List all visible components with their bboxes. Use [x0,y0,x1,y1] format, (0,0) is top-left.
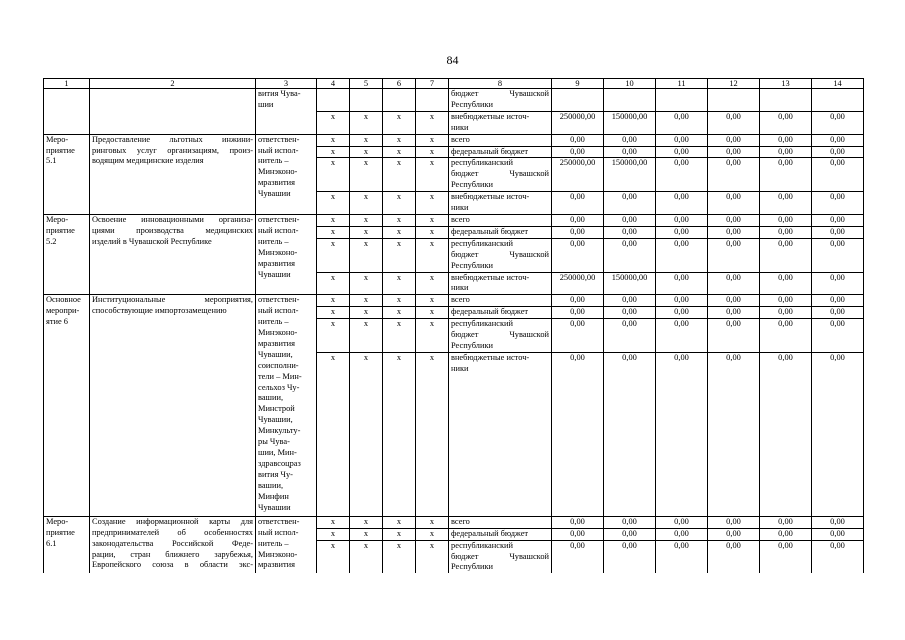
table-cell: 0,00 [552,540,604,573]
table-cell: 0,00 [760,111,812,134]
table-cell: х [416,352,449,516]
table-cell: 0,00 [812,192,864,215]
table-cell: х [350,111,383,134]
table-cell: х [350,307,383,319]
table-cell: 0,00 [552,214,604,226]
responsible-executor: ответствен- ный испол- нитель – Минэконо- мразвития Чувашии [256,214,317,294]
table-cell: 0,00 [708,295,760,307]
table-cell: 0,00 [812,214,864,226]
table-cell: 0,00 [708,319,760,353]
cell-col3: вития Чува- шии [256,89,317,135]
table-cell: республиканский бюджет Чувашской Республики [449,540,552,573]
table-cell: 0,00 [656,238,708,272]
table-cell: х [317,192,350,215]
table-cell: 0,00 [656,352,708,516]
table-cell: республиканский бюджет Чувашской Республики [449,158,552,192]
table-cell: х [416,272,449,295]
table-cell: х [416,295,449,307]
cell-col1 [44,89,90,135]
table-cell: х [383,238,416,272]
table-cell: 0,00 [552,516,604,528]
measure-description: Создание информационной карты для предпринимателей об особенностях законодательства Российской Феде- рации, стран ближнего зарубежья, Европейского союза в области экс- [90,516,256,573]
table-cell: 0,00 [604,214,656,226]
table-cell: 0,00 [604,295,656,307]
budget-table [43,78,864,573]
table-cell: 0,00 [812,319,864,353]
table-cell: республиканский бюджет Чувашской Республики [449,319,552,353]
table-cell: 250000,00 [552,111,604,134]
table-row [44,214,864,226]
table-cell [350,89,383,112]
funding-source: внебюджетные источ- ники [449,111,552,134]
table-cell: 0,00 [552,192,604,215]
table-cell: х [350,146,383,158]
table-cell: х [416,146,449,158]
table-cell: 0,00 [812,146,864,158]
header-cell: 13 [760,79,812,89]
table-cell: 250000,00 [552,158,604,192]
responsible-executor: ответствен- ный испол- нитель – Минэконо- мразвития Чувашии, соисполни- тели – Мин- сельхоз Чу- вашии, Минстрой Чувашии, Минкульту- ры Чува- шии, Мин- здравсоцраз вития Чу- вашии, Минфин Чувашии [256,295,317,517]
table-cell: х [416,307,449,319]
table-cell: х [350,528,383,540]
table-cell: х [416,214,449,226]
table-cell: всего [449,516,552,528]
table-cell: х [383,226,416,238]
table-cell: х [383,272,416,295]
table-cell: 0,00 [604,540,656,573]
table-cell: 0,00 [708,307,760,319]
header-cell: 2 [90,79,256,89]
table-cell: 0,00 [708,134,760,146]
table-cell: х [383,158,416,192]
table-cell: 0,00 [604,192,656,215]
table-cell: х [416,134,449,146]
header-cell: 9 [552,79,604,89]
table-cell: 0,00 [604,226,656,238]
table-cell [708,89,760,112]
table-cell: х [350,238,383,272]
header-cell: 11 [656,79,708,89]
table-cell: х [416,516,449,528]
table-cell: 0,00 [708,226,760,238]
table-cell: 0,00 [656,214,708,226]
table-cell: 0,00 [656,540,708,573]
table-cell: 0,00 [760,146,812,158]
table-cell: 0,00 [760,214,812,226]
table-cell: 0,00 [812,307,864,319]
table-cell [656,89,708,112]
cell-col2 [90,89,256,135]
table-cell: х [317,516,350,528]
table-cell: 0,00 [656,134,708,146]
header-cell: 3 [256,79,317,89]
table-cell: х [317,319,350,353]
header-cell: 5 [350,79,383,89]
table-cell: 0,00 [604,307,656,319]
table-cell: 0,00 [604,528,656,540]
table-cell: 0,00 [812,158,864,192]
table-cell: 0,00 [760,540,812,573]
table-cell: 0,00 [656,146,708,158]
header-cell: 7 [416,79,449,89]
table-cell [383,89,416,112]
table-cell: х [317,146,350,158]
table-cell: 0,00 [656,516,708,528]
table-cell: 0,00 [656,307,708,319]
table-cell [812,89,864,112]
table-cell: 0,00 [760,295,812,307]
table-cell: 0,00 [812,295,864,307]
table-cell: х [317,214,350,226]
table-row [44,295,864,307]
table-cell: х [416,238,449,272]
table-cell: х [416,540,449,573]
table-cell: 0,00 [604,134,656,146]
table-cell: 0,00 [708,540,760,573]
table-cell: 0,00 [760,158,812,192]
table-cell: 0,00 [552,134,604,146]
table-cell: 0,00 [708,192,760,215]
table-cell: 0,00 [552,528,604,540]
table-cell: х [350,516,383,528]
table-cell: 0,00 [708,528,760,540]
table-cell: 0,00 [656,319,708,353]
table-cell: 0,00 [708,111,760,134]
table-cell: 0,00 [812,238,864,272]
table-cell: всего [449,295,552,307]
table-cell [317,89,350,112]
funding-source: бюджет Чувашской Республики [449,89,552,112]
table-cell: 0,00 [708,146,760,158]
table-cell: х [317,111,350,134]
header-cell: 14 [812,79,864,89]
table-cell: 150000,00 [604,111,656,134]
table-cell: 150000,00 [604,158,656,192]
table-cell: 0,00 [656,272,708,295]
table-cell: х [317,272,350,295]
table-cell: х [350,192,383,215]
table-cell: 0,00 [760,238,812,272]
table-cell: 0,00 [812,540,864,573]
table-cell: 0,00 [812,272,864,295]
table-cell: 0,00 [708,272,760,295]
table-cell: 0,00 [708,158,760,192]
responsible-executor: ответствен- ный испол- нитель – Минэконо- мразвития Чувашии [256,134,317,214]
table-cell: х [317,238,350,272]
table-cell [604,89,656,112]
table-cell: 0,00 [604,352,656,516]
table-cell: 0,00 [708,214,760,226]
table-cell: 0,00 [760,272,812,295]
table-cell: 0,00 [552,319,604,353]
table-cell: 0,00 [656,528,708,540]
table-cell: всего [449,214,552,226]
table-cell: 0,00 [604,516,656,528]
table-cell: х [317,134,350,146]
table-cell: внебюджетные источ- ники [449,352,552,516]
table-cell: х [383,214,416,226]
table-cell: федеральный бюджет [449,146,552,158]
table-cell: х [416,319,449,353]
table-cell: х [383,352,416,516]
table-cell: х [383,319,416,353]
table-cell: 0,00 [656,295,708,307]
table-cell: 0,00 [604,238,656,272]
table-cell: 0,00 [656,111,708,134]
table-cell: х [383,295,416,307]
table-cell [552,89,604,112]
table-cell: х [350,158,383,192]
table-cell: х [317,307,350,319]
table-cell: 0,00 [656,226,708,238]
table-cell: всего [449,134,552,146]
table-cell: 0,00 [604,146,656,158]
measure-description: Предоставление льготных инжини- ринговых услуг организациям, произ- водящим медицинские изделия [90,134,256,214]
measure-label: Меро- приятие 5.2 [44,214,90,294]
table-cell: х [350,352,383,516]
table-cell: 0,00 [708,238,760,272]
table-cell: 0,00 [552,307,604,319]
table-cell: 0,00 [812,226,864,238]
measure-description: Освоение инновационными организа- циями производства медицинских изделий в Чувашской Республике [90,214,256,294]
table-cell: х [317,352,350,516]
table-cell: х [383,146,416,158]
header-row [44,79,864,89]
table-cell: х [416,528,449,540]
table-cell: х [416,192,449,215]
table-cell: х [317,528,350,540]
table-cell: х [317,540,350,573]
table-cell: 0,00 [760,226,812,238]
header-cell: 4 [317,79,350,89]
table-cell: 0,00 [812,528,864,540]
table-cell: х [383,192,416,215]
table-cell: 0,00 [552,295,604,307]
table-cell: х [350,319,383,353]
measure-label: Основное меропри- ятие 6 [44,295,90,517]
table-cell: х [383,307,416,319]
table-cell: 150000,00 [604,272,656,295]
table-cell: 0,00 [812,516,864,528]
table-cell: федеральный бюджет [449,307,552,319]
measure-description: Институциональные мероприятия, способствующие импортозамещению [90,295,256,517]
header-cell: 1 [44,79,90,89]
table-row [44,134,864,146]
table-cell: 0,00 [760,528,812,540]
table-cell: федеральный бюджет [449,528,552,540]
table-cell: х [350,134,383,146]
table-cell: х [383,540,416,573]
table-cell: 0,00 [760,352,812,516]
table-cell: 0,00 [552,226,604,238]
table-cell: х [317,295,350,307]
table-cell: х [416,158,449,192]
table-row [44,89,864,112]
table-cell: х [383,111,416,134]
table-cell: внебюджетные источ- ники [449,272,552,295]
table-cell: 0,00 [552,146,604,158]
table-cell: республиканский бюджет Чувашской Республики [449,238,552,272]
table-cell: х [383,528,416,540]
measure-label: Меро- приятие 5.1 [44,134,90,214]
measure-label: Меро- приятие 6.1 [44,516,90,573]
table-cell: х [350,295,383,307]
table-row [44,516,864,528]
table-cell: 0,00 [812,352,864,516]
table-cell: х [416,226,449,238]
table-cell: х [317,158,350,192]
table-cell: х [416,111,449,134]
table-cell: 0,00 [656,192,708,215]
table-cell: 0,00 [708,352,760,516]
table-cell: внебюджетные источ- ники [449,192,552,215]
table-cell: федеральный бюджет [449,226,552,238]
table-cell: 0,00 [760,307,812,319]
table-cell [416,89,449,112]
table-cell: 0,00 [812,111,864,134]
responsible-executor: ответствен- ный испол- нитель – Минэконо- мразвития [256,516,317,573]
table-cell: х [350,272,383,295]
table-cell: 0,00 [760,516,812,528]
table-cell: х [350,540,383,573]
header-cell: 10 [604,79,656,89]
table-cell: х [350,226,383,238]
table-cell: 0,00 [552,352,604,516]
page-number: 84 [446,53,459,67]
header-cell: 12 [708,79,760,89]
table-cell: 0,00 [812,134,864,146]
table-cell: х [317,226,350,238]
table-cell: 250000,00 [552,272,604,295]
table-cell: 0,00 [760,134,812,146]
table-cell: х [383,134,416,146]
table-cell: 0,00 [604,319,656,353]
header-cell: 8 [449,79,552,89]
table-cell: 0,00 [552,238,604,272]
table-cell: 0,00 [708,516,760,528]
table-cell: х [350,214,383,226]
header-cell: 6 [383,79,416,89]
table-cell: 0,00 [760,319,812,353]
table-cell: 0,00 [656,158,708,192]
table-cell [760,89,812,112]
table-cell: х [383,516,416,528]
table-cell: 0,00 [760,192,812,215]
